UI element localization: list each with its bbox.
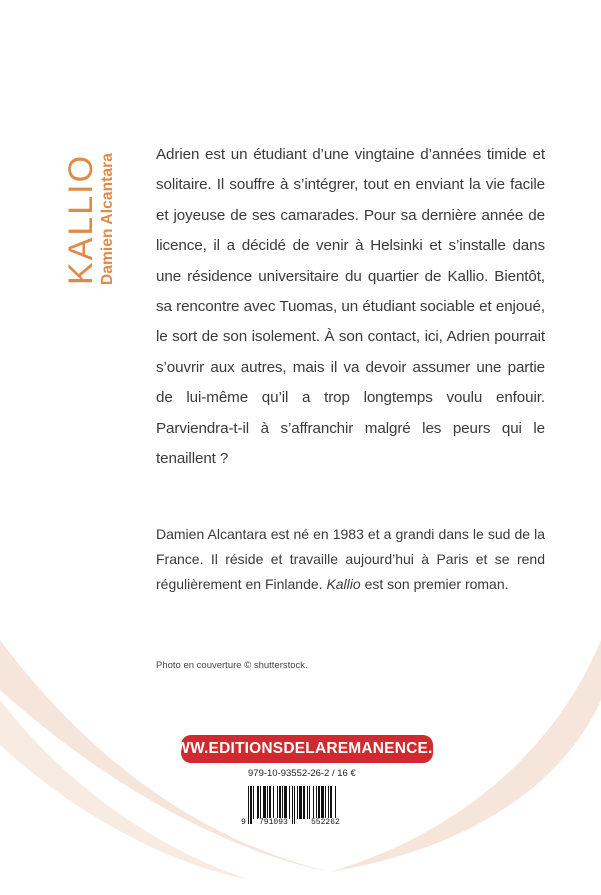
barcode-bar <box>330 786 332 819</box>
barcode-bar <box>297 786 298 819</box>
barcode-bar <box>307 786 308 819</box>
barcode-bar <box>321 786 324 819</box>
author-name: Damien Alcantara <box>99 153 116 285</box>
barcode-bar <box>289 786 290 819</box>
barcode-bar <box>269 786 271 819</box>
book-title: KALLIO <box>62 153 100 285</box>
barcode-bar <box>248 786 249 824</box>
photo-credit: Photo en couverture © shutterstock. <box>156 660 308 671</box>
bio-text-after: est son premier roman. <box>360 576 509 592</box>
back-cover-blurb <box>156 140 545 474</box>
barcode-bar <box>316 786 317 819</box>
barcode-bar <box>313 786 314 819</box>
barcode-bar <box>282 786 283 819</box>
barcode-bar <box>294 786 295 824</box>
barcode-right-digits: 552262 <box>311 818 340 827</box>
barcode-bar <box>260 786 261 819</box>
barcode-left-digits: 791093 <box>259 818 288 827</box>
barcode-first-digit: 9 <box>241 818 246 827</box>
barcode-bar <box>303 786 305 819</box>
barcode-bar <box>328 786 329 819</box>
barcode-bar <box>263 786 266 819</box>
barcode-bar <box>309 786 310 819</box>
isbn-barcode <box>240 784 362 830</box>
barcode-bar <box>284 786 287 819</box>
barcode-bar <box>257 786 259 819</box>
author-bio <box>156 522 545 597</box>
spine <box>62 153 117 285</box>
barcode-bar <box>325 786 326 819</box>
barcode-bar <box>299 786 302 819</box>
barcode-bar <box>279 786 281 819</box>
isbn-price: 979-10-93552-26-2 / 16 € <box>248 768 356 779</box>
blurb-text: Adrien est un étudiant d’une vingtaine d’années timide et solitaire. Il souffre à s’intégrer, tout en enviant la vie facile et joyeuse de ses camarades. Pour sa dernière année de licence, il a décidé de venir à Helsinki et s’installe dans une résidence universitaire du quartier de Kallio. Bientôt, sa rencontre avec Tuomas, un étudiant sociable et enjoué, le sort de son isolement. À son contact, ici, Adrien pourrait s’ouvrir aux autres, mais il va devoir assumer une partie de lui-même qu’il a trop longtemps voulu enfouir. Parviendra-t-il à s’affranchir malgré les peurs qui le tenaillent ? <box>156 146 545 468</box>
barcode-bar <box>250 786 252 824</box>
barcode-bar <box>277 786 278 819</box>
barcode-bar <box>273 786 274 819</box>
barcode-bar <box>318 786 320 819</box>
bio-text-before: Damien Alcantara est né en 1983 et a grandi dans le sud de la France. Il réside et travaille aujourd’hui à Paris et se rend régulièrement en Finlande. <box>156 526 545 592</box>
barcode-bar <box>267 786 268 819</box>
barcode-bar <box>292 786 293 824</box>
bio-book-title: Kallio <box>326 576 361 592</box>
publisher-website-link[interactable]: WWW.EDITIONSDELAREMANENCE.FR <box>181 735 433 763</box>
barcode-bar <box>253 786 254 819</box>
